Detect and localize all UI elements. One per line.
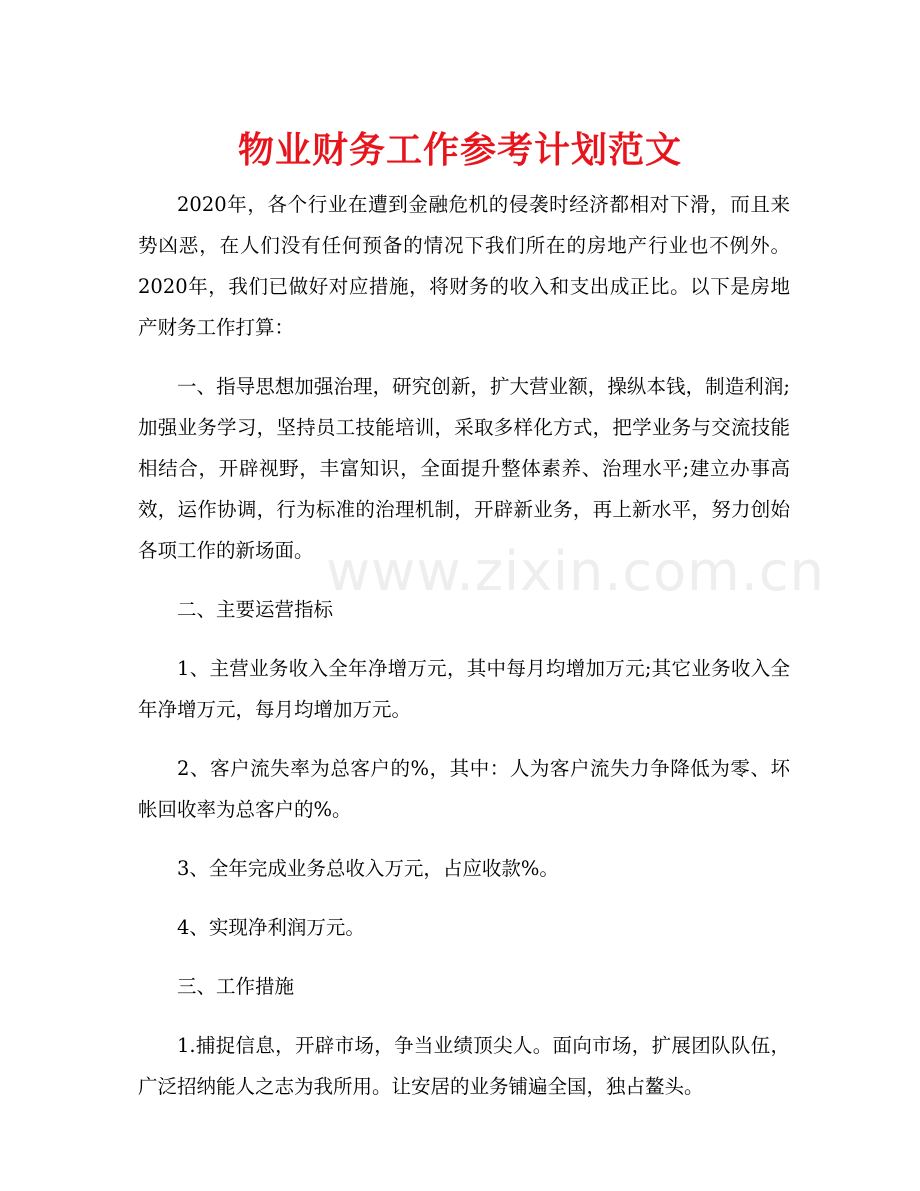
paragraph-measure-1: 1.捕捉信息，开辟市场，争当业绩顶尖人。面向市场，扩展团队队伍，广泛招纳能人之志为我所用。让安居的业务铺遍全国，独占鳌头。: [138, 1034, 790, 1098]
document-body: [138, 184, 790, 1107]
paragraph-indicator-3: 3、全年完成业务总收入万元，占应收款%。: [177, 857, 559, 880]
paragraph-intro: 2020年，各个行业在遭到金融危机的侵袭时经济都相对下滑，而且来势凶恶，在人们没有任何预备的情况下我们所在的房地产行业也不例外。2020年，我们已做好对应措施，将财务的收入和支出成正比。以下是房地产财务工作打算：: [138, 193, 790, 339]
paragraph-guiding-thought: 一、指导思想加强治理，研究创新，扩大营业额，操纵本钱，制造利润;加强业务学习，坚持员工技能培训，采取多样化方式，把学业务与交流技能相结合，开辟视野，丰富知识，全面提升整体素养、治理水平;建立办事高效，运作协调，行为标准的治理机制，开辟新业务，再上新水平，努力创始各项工作的新场面。: [138, 375, 790, 562]
paragraph-indicator-4: 4、实现净利润万元。: [177, 916, 365, 939]
document-title: 物业财务工作参考计划范文: [237, 129, 682, 171]
paragraph-indicator-1: 1、主营业务收入全年净增万元，其中每月均增加万元;其它业务收入全年净增万元，每月均增加万元。: [138, 657, 790, 721]
section-heading-indicators: 二、主要运营指标: [177, 598, 334, 621]
watermark-text: www.zixin.com.cn: [326, 540, 825, 603]
section-heading-measures: 三、工作措施: [177, 975, 295, 998]
paragraph-indicator-2: 2、客户流失率为总客户的%，其中：人为客户流失力争降低为零、坏帐回收率为总客户的%。: [138, 757, 790, 821]
